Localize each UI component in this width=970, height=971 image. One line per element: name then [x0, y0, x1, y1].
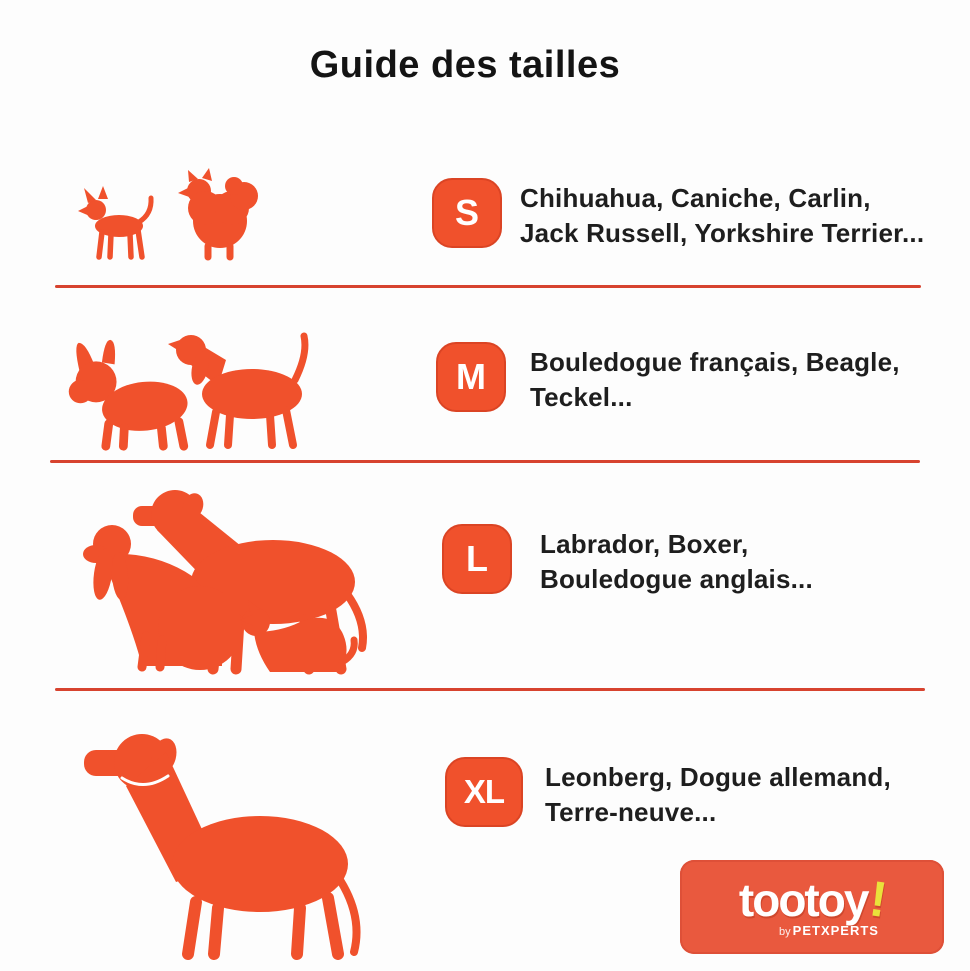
breed-line: Chihuahua, Caniche, Carlin,: [520, 183, 871, 213]
brand-exclamation: !: [866, 869, 889, 928]
size-badge-xl: [445, 757, 523, 827]
divider-line: [55, 688, 925, 691]
breed-line: Leonberg, Dogue allemand,: [545, 762, 891, 792]
breed-list-xl: [545, 760, 891, 830]
breed-list-m: [530, 345, 900, 415]
brand-name: tootoy: [738, 873, 868, 926]
pomeranian-icon: [172, 166, 268, 262]
page-title: Guide des tailles: [309, 44, 621, 86]
brand-byline-prefix: by: [779, 925, 791, 938]
breed-line: Terre-neuve...: [545, 797, 717, 827]
size-badge-s-label: S: [454, 192, 479, 233]
breed-line: Jack Russell, Yorkshire Terrier...: [520, 218, 925, 248]
size-badge-l-label: L: [466, 538, 488, 579]
brand-logo: [680, 860, 944, 954]
sitting-dog-icon: [230, 592, 360, 677]
divider-line: [55, 285, 921, 288]
brand-logo-wordmark: [738, 869, 889, 928]
size-badge-s: [432, 178, 502, 248]
divider-line: [50, 460, 920, 463]
breed-list-l: [540, 527, 813, 597]
brand-byline: [779, 923, 879, 938]
breed-line: Bouledogue français, Beagle,: [530, 347, 900, 377]
breed-line: Teckel...: [530, 382, 633, 412]
size-badge-m: [436, 342, 506, 412]
great-dane-icon: [78, 712, 403, 960]
brand-byline-name: PETXPERTS: [792, 922, 879, 938]
size-badge-xl-label: XL: [463, 773, 505, 810]
breed-line: Labrador, Boxer,: [540, 529, 749, 559]
breed-line: Bouledogue anglais...: [540, 564, 813, 594]
chihuahua-icon: [76, 184, 160, 262]
beagle-icon: [160, 320, 340, 452]
size-badge-m-label: M: [456, 356, 486, 397]
size-badge-l: [442, 524, 512, 594]
breed-list-s: [520, 181, 924, 251]
